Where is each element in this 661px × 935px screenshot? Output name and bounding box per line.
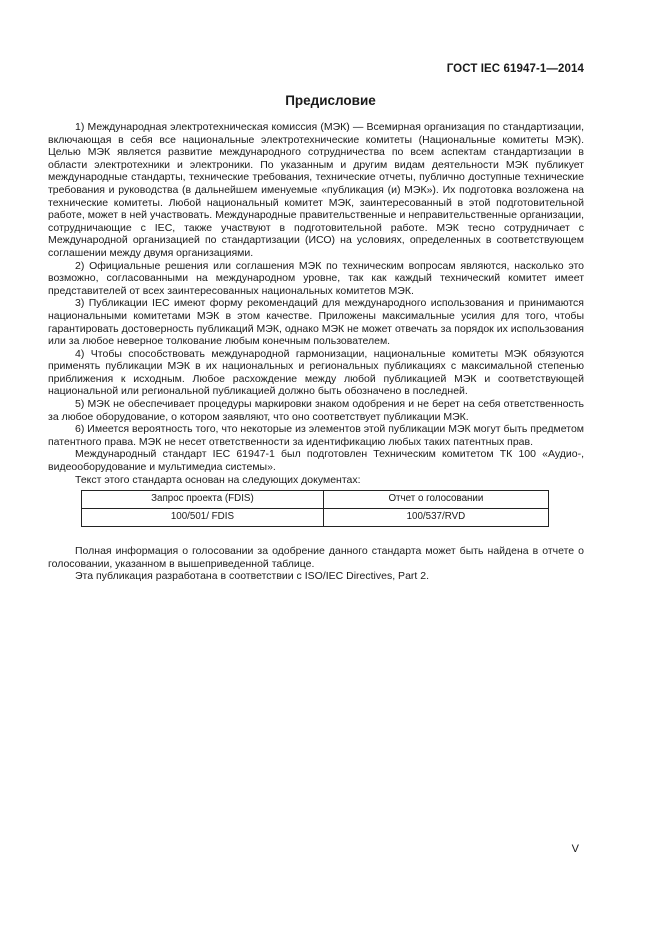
paragraph-voting-info: Полная информация о голосовании за одобрение данного стандарта может быть найдена в отчете о голосовании, указанном в вышеприведенной таблице. <box>48 545 584 570</box>
page-number: V <box>571 843 579 855</box>
voting-documents-table <box>81 490 549 527</box>
standard-code: ГОСТ IEC 61947-1—2014 <box>446 63 584 75</box>
table-row <box>82 509 549 527</box>
paragraph-2: 2) Официальные решения или соглашения МЭК по техническим вопросам являются, насколько это возможно, согласованными на международном уровне, так как каждый технический комитет имеет представителей от всех заинтересованных национальных комитетов МЭК. <box>48 259 584 297</box>
closing-section <box>48 545 584 583</box>
table-header-vote-report: Отчет о голосовании <box>323 491 548 509</box>
foreword-body <box>48 121 584 583</box>
table-cell-rvd: 100/537/RVD <box>323 509 548 527</box>
paragraph-documents-intro: Текст этого стандарта основан на следующих документах: <box>75 473 361 486</box>
paragraph-directives: Эта публикация разработана в соответствии с ISO/IEC Directives, Part 2. <box>75 570 429 583</box>
paragraph-3: 3) Публикации IEC имеют форму рекомендаций для международного использования и принимаются национальными комитетами МЭК в этом качестве. Приложены максимальные усилия для того, чтобы гарантировать достоверность публикаций МЭК, однако МЭК не может отвечать за порядок их использования или за любое неверное толкование любым конечным пользователем. <box>48 297 584 348</box>
paragraph-tc-info: Международный стандарт IEC 61947-1 был подготовлен Техническим комитетом ТК 100 «Аудио-, видеооборудование и мультимедиа системы». <box>48 448 584 474</box>
table-header-fdis: Запрос проекта (FDIS) <box>82 491 324 509</box>
table-header-row <box>82 491 549 509</box>
table-cell-fdis: 100/501/ FDIS <box>82 509 324 527</box>
paragraph-1: 1) Международная электротехническая комиссия (МЭК) — Всемирная организация по стандартизации, включающая в себя все национальные электротехнические комитеты (Национальные комитеты МЭК). Целью МЭК является развитие международного сотрудничества по всем аспектам стандартизации в области электротехники и электроники. По указанным и другим видам деятельности МЭК публикует международные стандарты, технические требования, технические отчеты, публично доступные технические требования и руководства (в дальнейшем именуемые «публикация (и) МЭК»). Их подготовка возложена на технические комитеты. Любой национальный комитет МЭК, заинтересованный в этой подготовительной работе, может в ней участвовать. Международные правительственные и неправительственные организации, сотрудничающие с IEC, также участвуют в подготовительной работе. МЭК тесно сотрудничает с Международной организацией по стандартизации (ИСО) на условиях, определенных в соответствующем соглашении между двумя организациями. <box>48 121 584 259</box>
paragraph-6: 6) Имеется вероятность того, что некоторые из элементов этой публикации МЭК могут быть предметом патентного права. МЭК не несет ответственности за идентификацию любых таких патентных прав. <box>48 423 584 448</box>
paragraph-4: 4) Чтобы способствовать международной гармонизации, национальные комитеты МЭК обязуются применять публикации МЭК в их национальных и региональных публикациях с максимальной степенью приближения к исходным. Любое расхождение между любой публикацией МЭК и соответствующей национальной или региональной публикацией должно быть обозначено в последней. <box>48 347 584 398</box>
paragraph-5: 5) МЭК не обеспечивает процедуры маркировки знаком одобрения и не берет на себя ответственность за любое оборудование, о котором заявляют, что оно соответствует публикации МЭК. <box>48 398 584 423</box>
page-title: Предисловие <box>285 93 376 108</box>
